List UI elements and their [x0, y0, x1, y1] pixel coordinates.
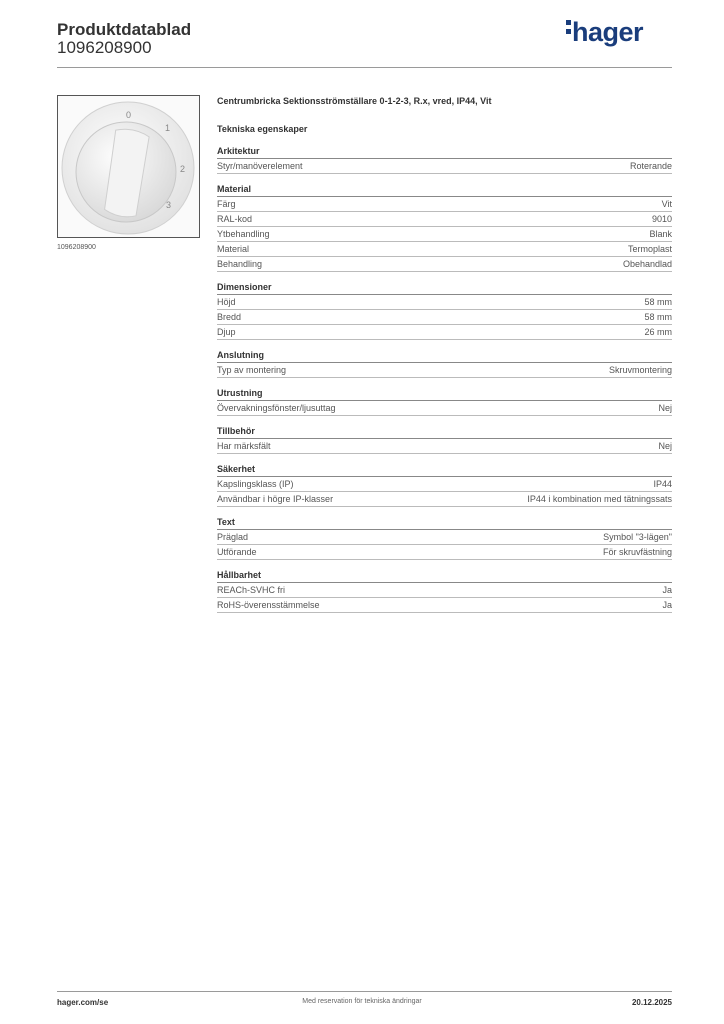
spec-group — [217, 350, 672, 378]
spec-label: Har märksfält — [217, 441, 271, 451]
spec-row — [217, 212, 672, 227]
spec-row — [217, 295, 672, 310]
spec-label: Höjd — [217, 297, 236, 307]
image-caption: 1096208900 — [57, 244, 96, 251]
footer-website: hager.com/se — [57, 998, 109, 1007]
spec-value: 26 mm — [644, 327, 672, 337]
spec-row — [217, 325, 672, 340]
spec-row — [217, 197, 672, 212]
spec-value: Skruvmontering — [608, 365, 672, 375]
spec-row — [217, 545, 672, 560]
spec-value: Roterande — [629, 161, 672, 171]
spec-value: IP44 i kombination med tätningssats — [527, 494, 672, 504]
spec-group-title: Hållbarhet — [217, 570, 672, 583]
spec-value: Blank — [649, 229, 672, 239]
product-number: 1096208900 — [57, 38, 152, 57]
spec-value: För skruvfästning — [602, 547, 672, 557]
section-title: Tekniska egenskaper — [217, 124, 308, 134]
spec-label: Färg — [217, 199, 236, 209]
spec-row — [217, 310, 672, 325]
spec-group-title: Dimensioner — [217, 282, 672, 295]
spec-group-title: Tillbehör — [217, 426, 672, 439]
spec-row — [217, 401, 672, 416]
datasheet-content — [217, 96, 672, 623]
spec-label: RoHS-överensstämmelse — [217, 600, 320, 610]
spec-label: Behandling — [217, 259, 263, 269]
spec-row — [217, 159, 672, 174]
dial-label-2: 2 — [180, 164, 186, 174]
spec-value: Nej — [658, 403, 672, 413]
spec-label: Ytbehandling — [217, 229, 270, 239]
spec-value: Ja — [662, 585, 672, 595]
spec-row — [217, 492, 672, 507]
spec-group — [217, 282, 672, 340]
dial-label-1: 1 — [165, 123, 171, 133]
spec-value: Symbol "3-lägen" — [603, 532, 672, 542]
spec-row — [217, 363, 672, 378]
spec-row — [217, 530, 672, 545]
spec-group — [217, 146, 672, 174]
hager-logo: hager — [566, 17, 643, 48]
dial-label-3: 3 — [166, 200, 172, 210]
spec-value: 58 mm — [644, 312, 672, 322]
spec-label: Material — [217, 244, 250, 254]
product-title: Centrumbricka Sektionsströmställare 0-1-2-3, R.x, vred, IP44, Vit — [217, 96, 492, 106]
spec-group — [217, 388, 672, 416]
spec-label: Användbar i högre IP-klasser — [217, 494, 334, 504]
spec-value: 58 mm — [644, 297, 672, 307]
spec-row — [217, 598, 672, 613]
spec-group-title: Arkitektur — [217, 146, 672, 159]
spec-group-title: Text — [217, 517, 672, 530]
spec-label: Präglad — [217, 532, 249, 542]
spec-label: RAL-kod — [217, 214, 253, 224]
page-title: Produktdatablad — [57, 20, 192, 39]
spec-group-title: Säkerhet — [217, 464, 672, 477]
spec-group — [217, 570, 672, 613]
spec-label: Övervakningsfönster/ljusuttag — [217, 403, 336, 413]
spec-row — [217, 227, 672, 242]
header-divider — [57, 67, 672, 68]
spec-group — [217, 464, 672, 507]
spec-value: Obehandlad — [622, 259, 672, 269]
spec-label: Typ av montering — [217, 365, 287, 375]
spec-label: REACh-SVHC fri — [217, 585, 286, 595]
spec-group — [217, 184, 672, 272]
spec-row — [217, 242, 672, 257]
spec-value: Nej — [658, 441, 672, 451]
spec-value: 9010 — [651, 214, 672, 224]
spec-group-title: Anslutning — [217, 350, 672, 363]
rotary-dial-image — [58, 96, 199, 237]
spec-row — [217, 439, 672, 454]
dial-label-0: 0 — [126, 110, 132, 120]
spec-label: Utförande — [217, 547, 257, 557]
spec-group-title: Material — [217, 184, 672, 197]
spec-label: Djup — [217, 327, 236, 337]
spec-group-title: Utrustning — [217, 388, 672, 401]
spec-row — [217, 477, 672, 492]
product-image — [57, 95, 200, 238]
spec-group — [217, 426, 672, 454]
spec-value: Ja — [662, 600, 672, 610]
spec-group — [217, 517, 672, 560]
footer-disclaimer: Med reservation för tekniska ändringar — [302, 998, 422, 1005]
spec-groups — [217, 146, 672, 613]
footer-divider — [57, 991, 672, 992]
spec-label: Bredd — [217, 312, 242, 322]
spec-value: Vit — [661, 199, 672, 209]
footer-date: 20.12.2025 — [631, 998, 672, 1007]
spec-value: Termoplast — [627, 244, 672, 254]
spec-row — [217, 257, 672, 272]
spec-label: Styr/manöverelement — [217, 161, 303, 171]
spec-label: Kapslingsklass (IP) — [217, 479, 294, 489]
spec-row — [217, 583, 672, 598]
spec-value: IP44 — [653, 479, 672, 489]
